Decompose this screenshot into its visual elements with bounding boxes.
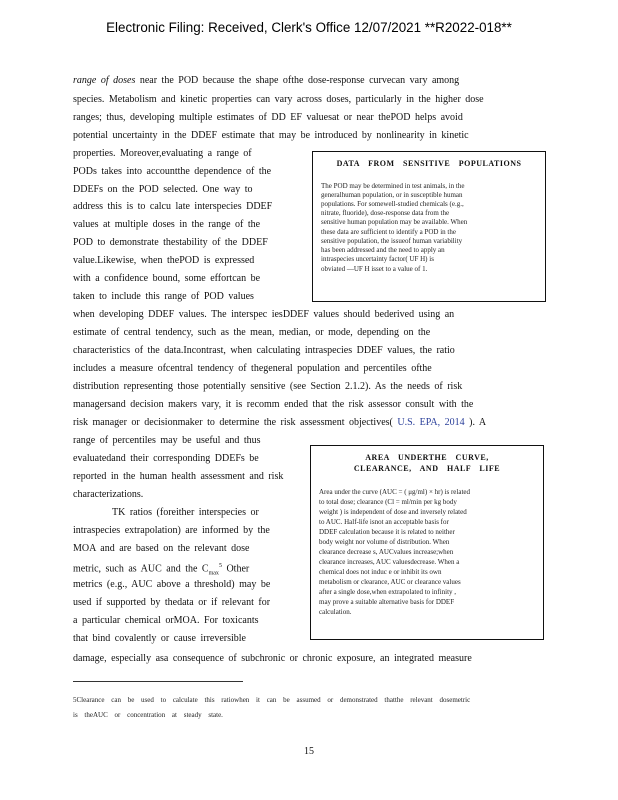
footnote-divider bbox=[73, 681, 243, 682]
box-line: has been addressed and the need to apply an bbox=[321, 246, 445, 254]
body-line: TK ratios (foreither interspecies or bbox=[112, 507, 259, 518]
body-line: when developing DDEF values. The interspec iesDDEF values should bederived using an bbox=[73, 309, 455, 320]
box-line: may prove a suitable alternative basis for DDEF bbox=[319, 598, 455, 606]
body-line: DDEFs on the POD selected. One way to bbox=[73, 184, 253, 195]
box-line: sensitive population, the issueof human variability bbox=[321, 237, 463, 245]
body-line: characteristics of the data.Incontrast, when calculating intraspecies DDEF values, the ratio bbox=[73, 345, 455, 356]
citation-link[interactable]: U.S. EPA, 2014 bbox=[397, 417, 465, 428]
body-line: includes a measure ofcentral tendency of thegeneral population and percentiles ofthe bbox=[73, 363, 432, 374]
body-line: PODs takes into accountthe dependence of the bbox=[73, 166, 272, 177]
box-line: chemical does not induc e or inhibit its own bbox=[319, 568, 442, 576]
body-line: intraspecies extrapolation) are informed by the bbox=[73, 525, 270, 536]
auc-clearance-box bbox=[310, 445, 544, 640]
line-text: near the POD because the shape ofthe dose-response curvecan vary among bbox=[135, 75, 460, 86]
box-line: after a single dose,when extrapolated to infinity , bbox=[319, 588, 457, 596]
body-line: reported in the human health assessment and risk bbox=[73, 471, 284, 482]
body-line bbox=[73, 74, 543, 87]
body-line: with a confidence bound, some effortcan be bbox=[73, 273, 261, 284]
box-line: to AUC. Half-life isnot an acceptable basis for bbox=[319, 518, 449, 526]
body-line: POD to demonstrate thestability of the DDEF bbox=[73, 237, 268, 248]
body-line: MOA and are based on the relevant dose bbox=[73, 543, 250, 554]
page-number: 15 bbox=[304, 746, 314, 757]
body-line: value.Likewise, when thePOD is expressed bbox=[73, 255, 255, 266]
body-line: evaluatedand their corresponding DDEFs be bbox=[73, 453, 259, 464]
footnote-line: is theAUC or concentration at steady state. bbox=[73, 711, 223, 719]
box-line: weight ) is independent of dose and inversely related bbox=[319, 508, 467, 516]
box-line: to total dose; clearance (Cl = ml/min per kg body bbox=[319, 498, 457, 506]
box-line: these data are sufficient to identify a POD in the bbox=[321, 228, 456, 236]
body-line: a particular chemical orMOA. For toxicants bbox=[73, 615, 259, 626]
body-line: range of percentiles may be useful and thus bbox=[73, 435, 261, 446]
box-line: generalhuman population, or in susceptible human bbox=[321, 191, 463, 199]
line-text: ). A bbox=[469, 417, 487, 428]
box-title: AREA UNDERTHE CURVE, bbox=[365, 453, 489, 462]
box-line: metabolism or clearance, AUC or clearance values bbox=[319, 578, 461, 586]
body-line: address this is to calcu late interspecies DDEF bbox=[73, 201, 273, 212]
box-line: clearance decrease s, AUCvalues increase;when bbox=[319, 548, 454, 556]
box-line: intraspecies uncertainty factor( UF H) is bbox=[321, 255, 434, 263]
footnote-line: 5Clearance can be used to calculate this ratiowhen it can be assumed or demonstrated thatthe relevant dosemetric bbox=[73, 696, 471, 704]
body-line: distribution representing those potentially sensitive (see Section 2.1.2). As the needs of risk bbox=[73, 381, 463, 392]
line-text: risk manager or decisionmaker to determine the risk assessment objectives( bbox=[73, 417, 393, 428]
footnote-ref[interactable]: 5 bbox=[218, 563, 222, 569]
body-line: estimate of central tendency, such as the mean, median, or mode, depending on the bbox=[73, 327, 431, 338]
body-line bbox=[73, 416, 543, 429]
body-line: metrics (e.g., AUC above a threshold) may be bbox=[73, 579, 271, 590]
box-line: populations. For somewell-studied chemicals (e.g., bbox=[321, 200, 464, 208]
line-text: metric, such as AUC and the C bbox=[73, 563, 209, 575]
box-line: sensitive human population may be available. When bbox=[321, 218, 468, 226]
box-line: calculation. bbox=[319, 608, 352, 616]
filing-header: Electronic Filing: Received, Clerk's Office 12/07/2021 **R2022-018** bbox=[106, 20, 512, 35]
box-line: obviated —UF H isset to a value of 1. bbox=[321, 265, 428, 273]
body-line: values at multiple doses in the range of the bbox=[73, 219, 261, 230]
box-line: DDEF calculation because it is related to neither bbox=[319, 528, 455, 536]
body-line: managersand decision makers vary, it is recomm ended that the risk assessor consult with the bbox=[73, 399, 474, 410]
body-line: potential uncertainty in the DDEF estimate that may be introduced by nonlinearity in kinetic bbox=[73, 130, 469, 141]
box-title: CLEARANCE, AND HALF LIFE bbox=[353, 464, 501, 473]
italic-phrase: range of doses bbox=[73, 75, 136, 86]
box-line: nitrate, fluoride), dose-response data from the bbox=[321, 209, 450, 217]
sensitive-populations-box bbox=[312, 151, 546, 302]
box-line: The POD may be determined in test animals, in the bbox=[321, 182, 465, 190]
box-line: Area under the curve (AUC = ( μg/ml) × hr) is related bbox=[319, 488, 471, 496]
body-line: ranges; thus, developing multiple estimates of DD EF valuesat or near thePOD helps avoid bbox=[73, 112, 463, 123]
body-line: that bind covalently or cause irreversible bbox=[73, 633, 246, 644]
body-line: taken to include this range of POD values bbox=[73, 291, 254, 302]
body-line: characterizations. bbox=[73, 489, 144, 500]
body-line: species. Metabolism and kinetic properties can vary across doses, particularly in the higher dose bbox=[73, 94, 484, 105]
subscript: max bbox=[208, 570, 219, 577]
box-line: clearance increases, AUC valuesdecrease. When a bbox=[319, 558, 460, 566]
box-title: DATA FROM SENSITIVE POPULATIONS bbox=[336, 159, 522, 168]
body-line: used if supported by thedata or if relevant for bbox=[73, 597, 271, 608]
box-line: body weight nor volume of distribution. When bbox=[319, 538, 450, 546]
body-line: damage, especially asa consequence of subchronic or chronic exposure, an integrated measure bbox=[73, 653, 472, 664]
line-text: Other bbox=[221, 563, 250, 575]
body-line: properties. Moreover,evaluating a range of bbox=[73, 148, 252, 159]
